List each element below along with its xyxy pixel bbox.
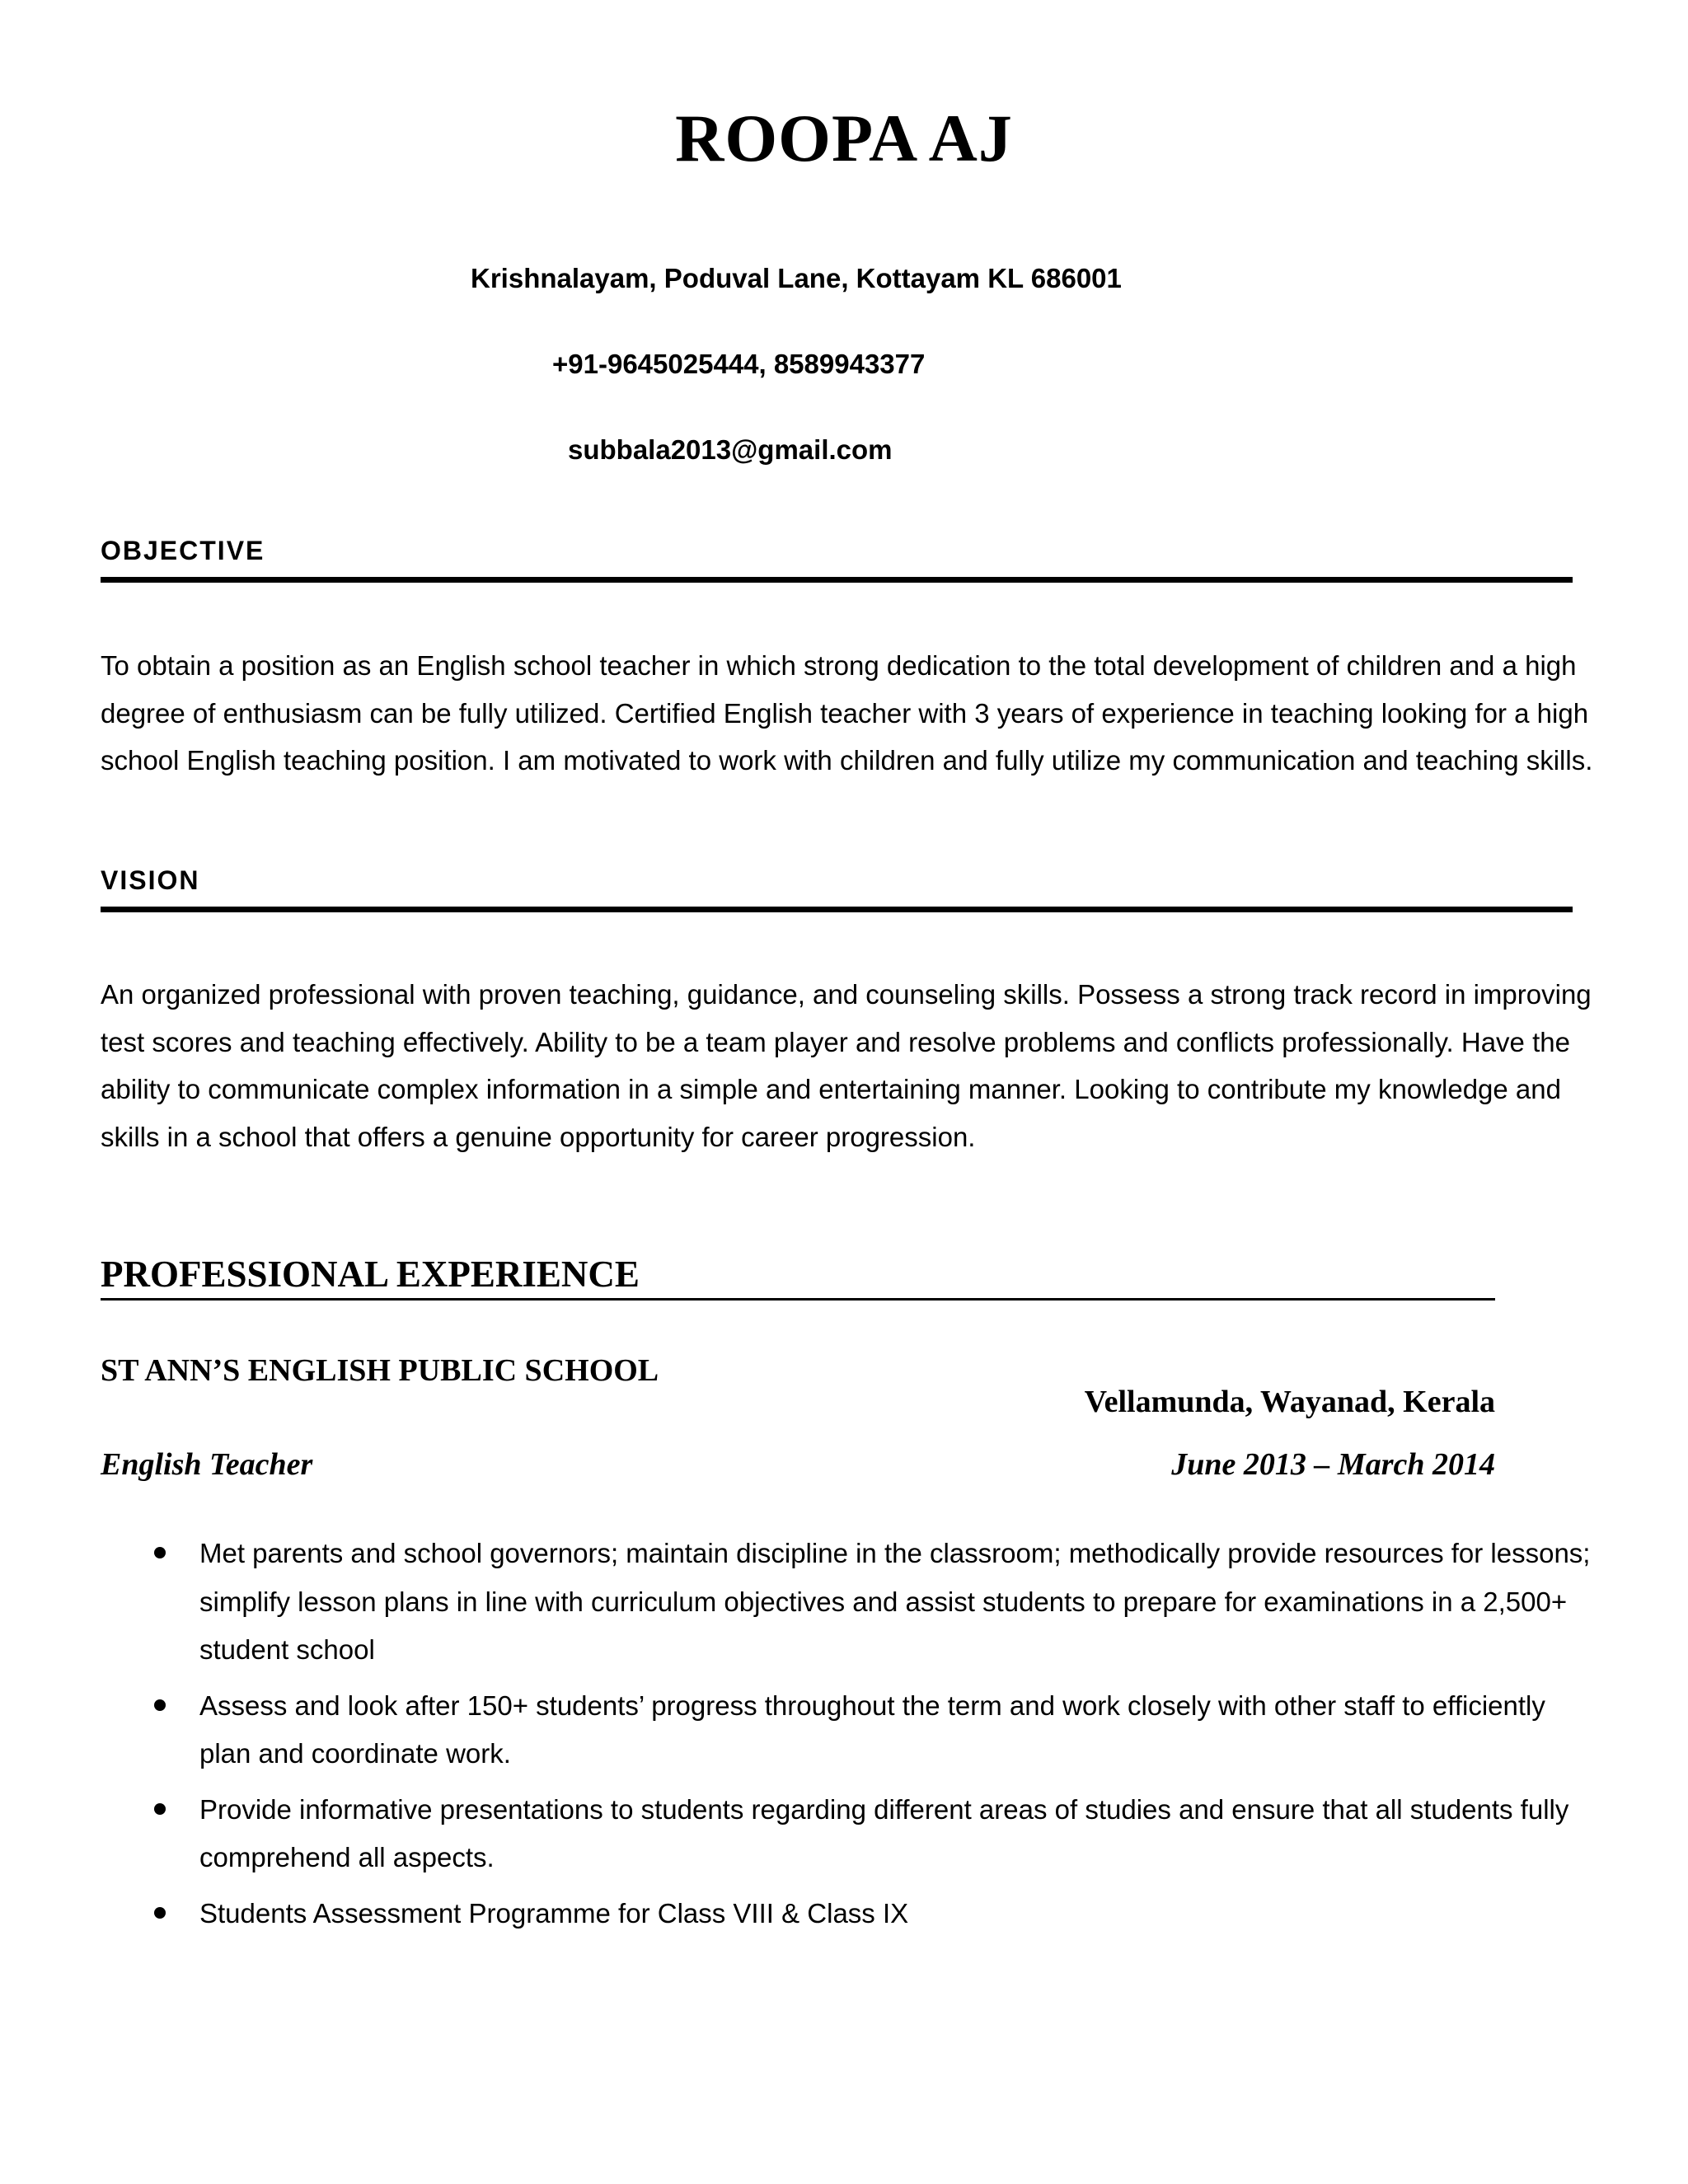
bullet-icon bbox=[154, 1803, 166, 1815]
bullet-text: Provide informative presentations to students regarding different areas of studies and ensure that all students fully comprehend all aspects. bbox=[199, 1793, 1569, 1872]
bullet-icon bbox=[154, 1907, 166, 1919]
contact-address: Krishnalayam, Poduval Lane, Kottayam KL 686001 bbox=[471, 263, 1122, 293]
job-dates: June 2013 – March 2014 bbox=[1171, 1447, 1495, 1482]
contact-phone: +91-9645025444, 8589943377 bbox=[552, 349, 926, 379]
school-location: Vellamunda, Wayanad, Kerala bbox=[1084, 1385, 1495, 1419]
list-item bbox=[199, 1530, 1592, 1675]
objective-heading: OBJECTIVE bbox=[101, 536, 265, 565]
bullet-text: Met parents and school governors; maintain discipline in the classroom; methodically provide resources for lessons; simplify lesson plans in line with curriculum objectives and assist students to prepare for examinations in a 2,500+ student school bbox=[199, 1538, 1591, 1665]
objective-divider bbox=[101, 577, 1573, 583]
objective-text: To obtain a position as an English school teacher in which strong dedication to the total development of children and a high degree of enthusiasm can be fully utilized. Certified English teacher with 3 years of experience in teaching looking for a high school English teaching position. I am motivated to work with children and fully utilize my communication and teaching skills. bbox=[101, 650, 1593, 776]
list-item bbox=[199, 1786, 1592, 1882]
bullet-text: Assess and look after 150+ students’ progress throughout the term and work closely with other staff to efficiently plan and coordinate work. bbox=[199, 1690, 1545, 1769]
school-name: ST ANN’S ENGLISH PUBLIC SCHOOL bbox=[101, 1353, 659, 1388]
bullet-text: Students Assessment Programme for Class VIII & Class IX bbox=[199, 1897, 909, 1929]
vision-text: An organized professional with proven teaching, guidance, and counseling skills. Possess a strong track record in improving test scores and teaching effectively. Ability to be a team player and resolve problems and conflicts professionally. Have the ability to communicate complex information in a simple and entertaining manner. Looking to contribute my knowledge and skills in a school that offers a genuine opportunity for career progression. bbox=[101, 979, 1592, 1152]
list-item bbox=[199, 1682, 1592, 1779]
bullet-icon bbox=[154, 1547, 166, 1558]
job-role: English Teacher bbox=[101, 1447, 313, 1482]
candidate-name: ROOPA AJ bbox=[675, 101, 1013, 176]
contact-email: subbala2013@gmail.com bbox=[568, 434, 893, 465]
bullet-icon bbox=[154, 1699, 166, 1711]
vision-divider bbox=[101, 907, 1573, 912]
list-item bbox=[199, 1890, 1592, 1938]
experience-heading: PROFESSIONAL EXPERIENCE bbox=[101, 1251, 1495, 1301]
experience-bullet-list bbox=[0, 1530, 1688, 1945]
vision-heading: VISION bbox=[101, 865, 200, 895]
